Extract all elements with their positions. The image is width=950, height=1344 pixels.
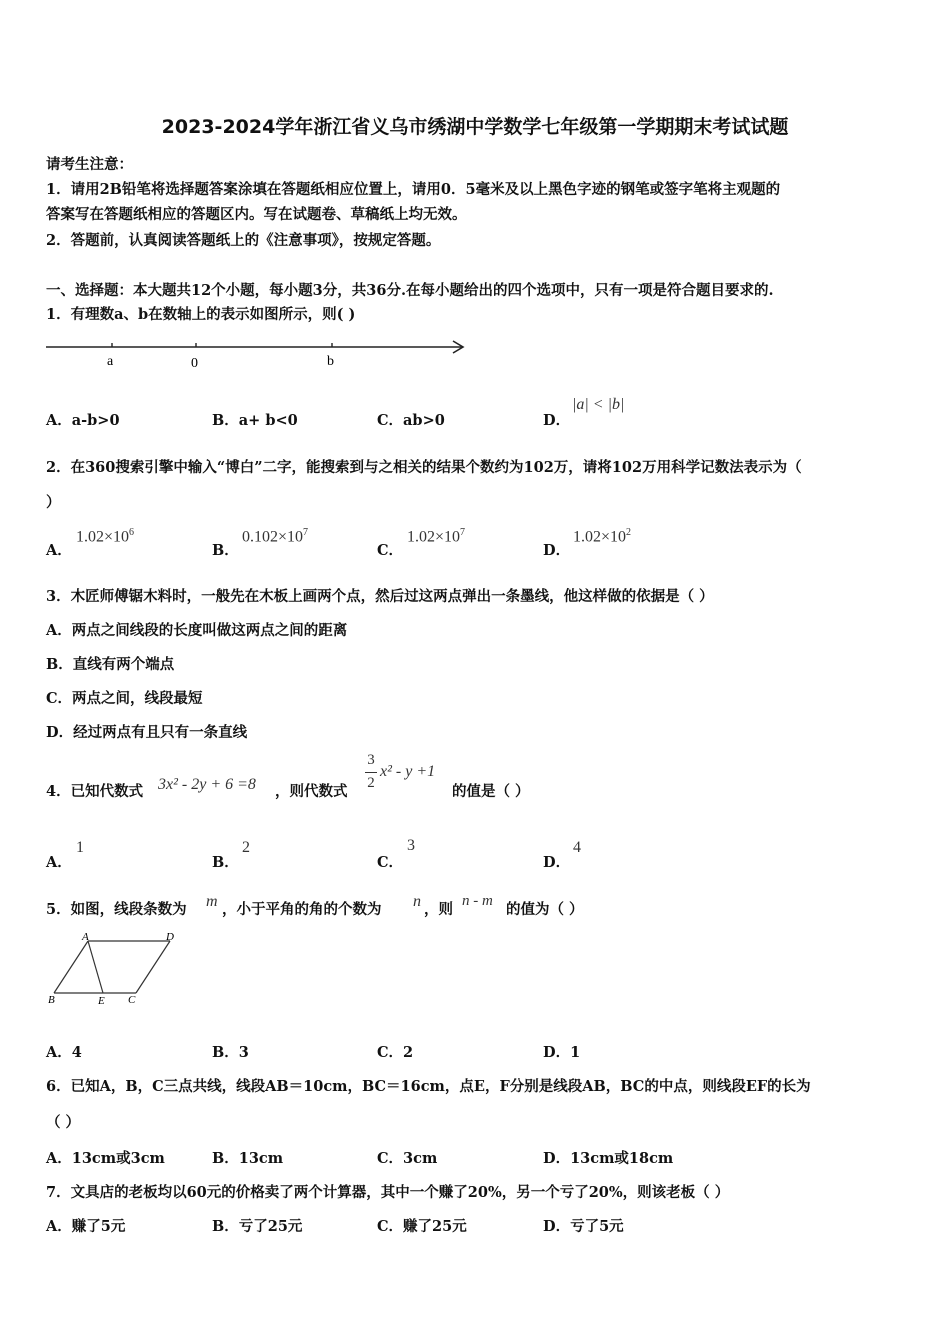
question-2-stem-cont: ） xyxy=(46,494,61,511)
q4-fraction-denominator: 2 xyxy=(367,775,375,791)
q4-option-d[interactable]: D． xyxy=(543,854,571,871)
parallelogram-figure xyxy=(44,927,184,1009)
q4-option-a-value: 1 xyxy=(76,839,84,856)
point-label-c: C xyxy=(128,994,136,1006)
q5-var-m: m xyxy=(206,893,218,910)
q4-option-a[interactable]: A． xyxy=(46,854,72,871)
question-5-stem-mid: ，小于平角的角的个数为 xyxy=(222,901,382,918)
q5-option-d[interactable]: D．1 xyxy=(543,1044,581,1061)
q5-expression: n - m xyxy=(462,893,493,909)
question-5-stem-then: ，则 xyxy=(424,901,453,918)
q4-option-c-value: 3 xyxy=(407,837,415,854)
axis-label-a: a xyxy=(107,354,114,369)
q4-fraction-bar xyxy=(365,772,377,773)
q4-option-d-value: 4 xyxy=(573,839,581,856)
point-label-a: A xyxy=(82,931,89,943)
q1-option-d[interactable]: D． xyxy=(543,412,571,429)
notice-heading: 请考生注意： xyxy=(46,156,133,173)
q2-option-a-math: $1.02\times 10^6$ xyxy=(76,527,135,546)
question-5-stem: 5．如图，线段条数为 xyxy=(46,901,187,918)
q2-option-d[interactable]: D． xyxy=(543,542,571,559)
question-6-stem-cont: （ ） xyxy=(46,1114,81,1131)
q5-option-a[interactable]: A．4 xyxy=(46,1044,82,1061)
q2-option-d-math: $1.02\times 10^2$ xyxy=(573,527,632,546)
question-3-stem: 3．木匠师傅锯木料时，一般先在木板上画两个点，然后过这两点弹出一条墨线，他这样做的依据是（ ） xyxy=(46,588,714,605)
q1-option-c[interactable]: C．ab>0 xyxy=(377,412,445,429)
q4-option-b[interactable]: B． xyxy=(212,854,239,871)
question-5-stem-end: 的值为（ ） xyxy=(506,901,584,918)
q3-option-a[interactable]: A．两点之间线段的长度叫做这两点之间的距离 xyxy=(46,622,348,639)
question-2-stem: 2．在360搜索引擎中输入“博白”二字，能搜索到与之相关的结果个数约为102万，请将102万用科学记数法表示为（ xyxy=(46,459,802,476)
q4-option-c[interactable]: C． xyxy=(377,854,404,871)
question-1-stem: 1．有理数a、b在数轴上的表示如图所示，则( ) xyxy=(46,306,356,323)
q4-fraction-numerator: 3 xyxy=(367,752,375,768)
q2-option-c-math: $1.02\times 10^7$ xyxy=(407,527,466,546)
section-heading: 一、选择题：本大题共12个小题，每小题3分，共36分.在每小题给出的四个选项中，只有一项是符合题目要求的. xyxy=(46,282,774,299)
q7-option-c[interactable]: C．赚了25元 xyxy=(377,1218,467,1235)
q5-option-c[interactable]: C．2 xyxy=(377,1044,414,1061)
q2-option-b-math: $0.102\times 10^7$ xyxy=(242,527,309,546)
number-line-figure xyxy=(44,335,469,375)
question-7-stem: 7．文具店的老板均以60元的价格卖了两个计算器，其中一个赚了20%，另一个亏了20%，则该老板（ ） xyxy=(46,1184,730,1201)
point-label-b: B xyxy=(48,994,55,1006)
question-4-stem: 4．已知代数式 xyxy=(46,783,144,800)
notice-line-1: 1．请用2B铅笔将选择题答案涂填在答题纸相应位置上，请用0．5毫米及以上黑色字迹的钢笔或签字笔将主观题的 xyxy=(46,181,781,198)
question-6-stem: 6．已知A，B，C三点共线，线段AB＝10cm，BC＝16cm，点E，F分别是线段AB，BC的中点，则线段EF的长为 xyxy=(46,1078,811,1095)
axis-label-b: b xyxy=(327,354,334,369)
q7-option-a[interactable]: A．赚了5元 xyxy=(46,1218,126,1235)
q4-given-expression: 3x² - 2y + 6 =8 xyxy=(158,776,256,793)
q6-option-d[interactable]: D．13cm或18cm xyxy=(543,1150,674,1167)
q2-option-c[interactable]: C． xyxy=(377,542,404,559)
point-label-d: D xyxy=(166,931,174,943)
page-title: 2023-2024学年浙江省义乌市绣湖中学数学七年级第一学期期末考试试题 xyxy=(161,116,789,138)
q6-option-a[interactable]: A．13cm或3cm xyxy=(46,1150,165,1167)
notice-line-2: 2．答题前，认真阅读答题纸上的《注意事项》，按规定答题。 xyxy=(46,232,441,249)
question-4-stem-end: 的值是（ ） xyxy=(452,783,530,800)
q6-option-c[interactable]: C．3cm xyxy=(377,1150,438,1167)
q3-option-b[interactable]: B．直线有两个端点 xyxy=(46,656,175,673)
q1-option-b[interactable]: B．a+ b<0 xyxy=(212,412,298,429)
question-4-stem-mid: ，则代数式 xyxy=(275,783,348,800)
q7-option-d[interactable]: D．亏了5元 xyxy=(543,1218,624,1235)
q5-option-b[interactable]: B．3 xyxy=(212,1044,249,1061)
q6-option-b[interactable]: B．13cm xyxy=(212,1150,284,1167)
q4-option-b-value: 2 xyxy=(242,839,250,856)
q2-option-b[interactable]: B． xyxy=(212,542,239,559)
notice-line-1-cont: 答案写在答题纸相应的答题区内。写在试题卷、草稿纸上均无效。 xyxy=(46,206,467,223)
q3-option-c[interactable]: C．两点之间，线段最短 xyxy=(46,690,203,707)
point-label-e: E xyxy=(98,995,105,1007)
q5-var-n: n xyxy=(413,893,421,910)
axis-label-zero: 0 xyxy=(191,356,198,371)
q2-option-a[interactable]: A． xyxy=(46,542,72,559)
q4-target-expression: x² - y +1 xyxy=(380,763,436,780)
q3-option-d[interactable]: D．经过两点有且只有一条直线 xyxy=(46,724,248,741)
q1-option-a[interactable]: A．a-b>0 xyxy=(46,412,120,429)
q7-option-b[interactable]: B．亏了25元 xyxy=(212,1218,303,1235)
q1-option-d-math: |a| < |b| xyxy=(572,396,625,413)
